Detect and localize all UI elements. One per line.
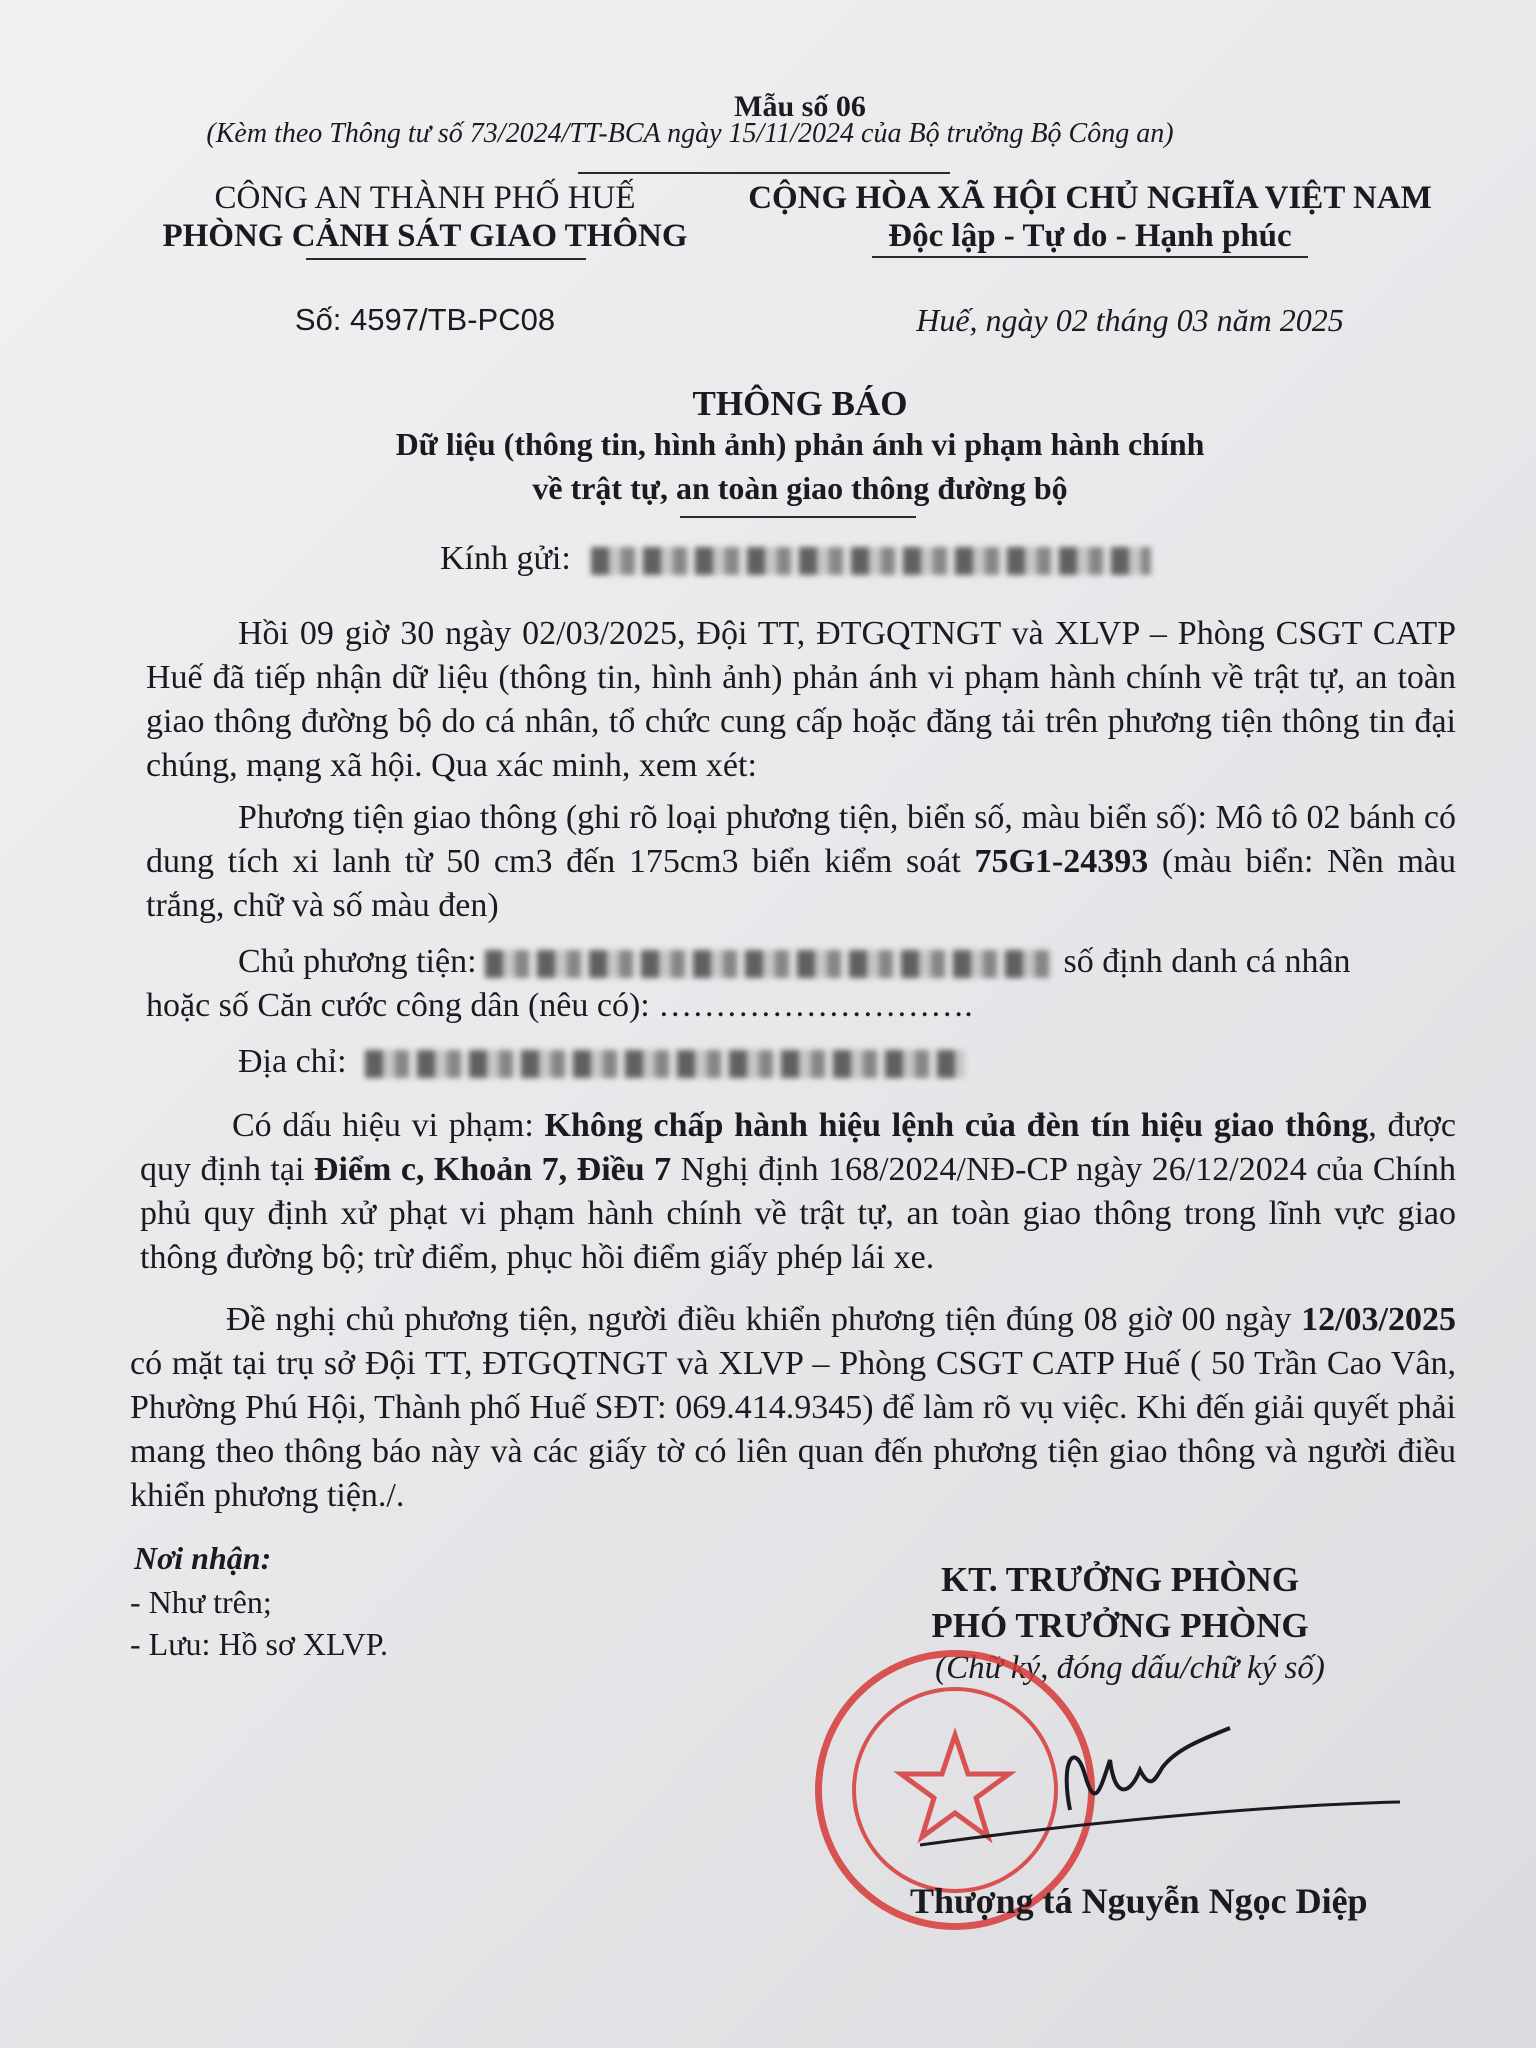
- plate-color: (màu biển: Nền màu trắng, chữ và số màu đen): [146, 843, 1456, 924]
- recipient-1: - Như trên;: [130, 1584, 272, 1620]
- signatory-name: Thượng tá Nguyễn Ngọc Diệp: [910, 1881, 1368, 1921]
- document-subtitle-2: về trật tự, an toàn giao thông đường bộ: [532, 470, 1068, 506]
- license-plate: 75G1-24393: [974, 843, 1149, 880]
- redacted-addressee: [591, 547, 1151, 575]
- recipient-2: - Lưu: Hồ sơ XLVP.: [130, 1626, 388, 1662]
- paragraph-receipt: Hồi 09 giờ 30 ngày 02/03/2025, Đội TT, ĐTGQTNGT và XLVP – Phòng CSGT CATP Huế đã tiếp nhận dữ liệu (thông tin, hình ảnh) phản ánh vi phạm hành chính về trật tự, an toàn giao thông đường bộ do cá nhân, tổ chức cung cấp hoặc đăng tải trên phương tiện thông tin đại chúng, mạng xã hội. Qua xác minh, xem xét:: [146, 615, 1456, 784]
- form-number: Mẫu số 06: [734, 90, 866, 123]
- violation-regulation: Nghị định 168/2024/NĐ-CP ngày 26/12/2024 của Chính phủ quy định xử phạt vi phạm hành chính về trật tự, an toàn giao thông trong lĩnh vực giao thông đường bộ; trừ điểm, phục hồi điểm giấy phép lái xe.: [140, 1151, 1456, 1276]
- paragraph-owner: [146, 940, 1456, 1028]
- owner-id-line: hoặc số Căn cước công dân (nêu có): ……………………….: [146, 987, 973, 1024]
- vehicle-description: Phương tiện giao thông (ghi rõ loại phương tiện, biển số, màu biển số): Mô tô 02 bánh có dung tích xi lanh từ 50 cm3 đến 175cm3 biển kiểm soát: [146, 799, 1456, 880]
- addressee-label: Kính gửi:: [440, 540, 571, 577]
- signatory-title-1: KT. TRƯỞNG PHÒNG: [940, 1560, 1300, 1599]
- agency-line1: CÔNG AN THÀNH PHỐ HUẾ: [214, 180, 636, 216]
- violation-text: Không chấp hành hiệu lệnh của đèn tín hiệu giao thông: [544, 1107, 1369, 1144]
- violation-connector: , được quy định tại: [140, 1107, 1456, 1188]
- document-date: Huế, ngày 02 tháng 03 năm 2025: [916, 302, 1344, 338]
- paragraph-violation: [140, 1104, 1456, 1280]
- paragraph-request: [130, 1298, 1456, 1518]
- motto-underline: [872, 256, 1308, 258]
- paragraph-vehicle: [146, 796, 1456, 928]
- signature-note: (Chữ ký, đóng dấu/chữ ký số): [935, 1650, 1325, 1686]
- addressee: [440, 540, 1151, 578]
- paragraph-address: [238, 1040, 1438, 1084]
- agency-line2: PHÒNG CẢNH SÁT GIAO THÔNG: [162, 218, 688, 254]
- request-intro: Đề nghị chủ phương tiện, người điều khiển phương tiện đúng 08 giờ 00 ngày: [226, 1301, 1302, 1338]
- document-subtitle-1: Dữ liệu (thông tin, hình ảnh) phản ánh vi phạm hành chính: [395, 426, 1205, 462]
- header-divider: [578, 172, 950, 174]
- document-title: THÔNG BÁO: [692, 384, 908, 423]
- owner-label: Chủ phương tiện:: [238, 943, 477, 980]
- appointment-date: 12/03/2025: [1301, 1301, 1456, 1338]
- form-reference: (Kèm theo Thông tư số 73/2024/TT-BCA ngày 15/11/2024 của Bộ trưởng Bộ Công an): [206, 118, 1174, 149]
- document-number: Số: 4597/TB-PC08: [294, 302, 556, 337]
- address-label: Địa chỉ:: [238, 1043, 347, 1080]
- recipients-label: Nơi nhận:: [134, 1540, 272, 1576]
- agency-underline: [306, 258, 586, 260]
- violation-article: Điểm c, Khoản 7, Điều 7: [313, 1151, 672, 1188]
- nation-motto: Độc lập - Tự do - Hạnh phúc: [888, 218, 1292, 254]
- title-underline: [680, 516, 916, 518]
- owner-id-label: số định danh cá nhân: [1055, 943, 1351, 980]
- violation-label: Có dấu hiệu vi phạm:: [232, 1107, 545, 1144]
- handwritten-signature: [900, 1720, 1420, 1870]
- request-body: có mặt tại trụ sở Đội TT, ĐTGQTNGT và XLVP – Phòng CSGT CATP Huế ( 50 Trần Cao Vân, Phường Phú Hội, Thành phố Huế SĐT: 069.414.9345) để làm rõ vụ việc. Khi đến giải quyết phải mang theo thông báo này và các giấy tờ có liên quan đến phương tiện giao thông và người điều khiển phương tiện./.: [130, 1345, 1456, 1514]
- redacted-address: [365, 1050, 965, 1078]
- nation-line1: CỘNG HÒA XÃ HỘI CHỦ NGHĨA VIỆT NAM: [748, 180, 1432, 216]
- signatory-title-2: PHÓ TRƯỞNG PHÒNG: [931, 1606, 1309, 1645]
- redacted-owner: [485, 950, 1055, 978]
